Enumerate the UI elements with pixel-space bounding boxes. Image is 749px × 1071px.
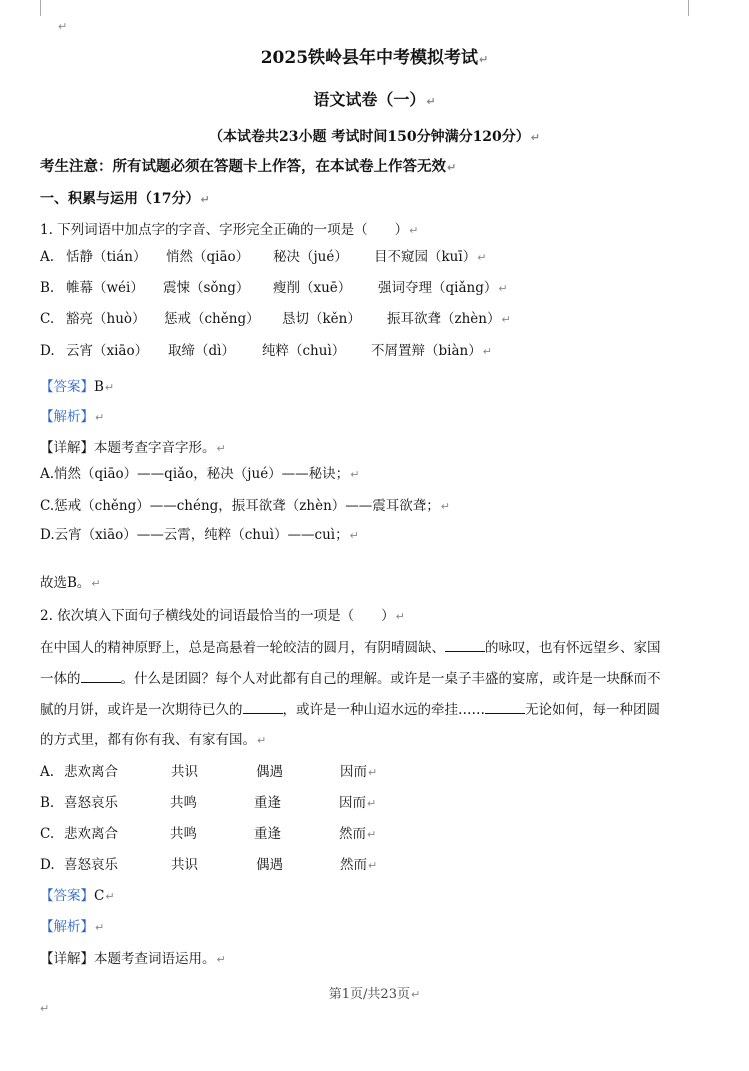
paragraph-mark: ↵: [58, 20, 68, 33]
q2-passage-line: 在中国人的精神原野上，总是高悬着一轮皎洁的圆月，有阴晴圆缺、 的咏叹，也有怀远望乡、家国: [40, 640, 661, 656]
exam-info: （本试卷共23小题 考试时间150分钟满分120分）↵: [208, 129, 541, 145]
q2-passage-line: 腻的月饼，或许是一次期待已久的 ，或许是一种山迢水远的牵挂…… 无论如何，每一种团圆: [40, 702, 660, 718]
q1-note-d: D.云宵（xiāo）——云霄，纯粹（chuì）——cuì；↵: [40, 527, 359, 543]
exam-notice: 考生注意：所有试题必须在答题卡上作答，在本试卷上作答无效↵: [40, 158, 457, 175]
corner-mark-top-left: [40, 0, 41, 16]
exam-subtitle: 语文试卷（一）↵: [313, 90, 436, 109]
fill-blank-4: [485, 700, 525, 714]
q1-option-b: B. 帷幕（wéi） 震悚（sǒng） 瘦削（xuē） 强词夺理（qiǎng）↵: [40, 280, 508, 296]
q2-option-b: B. 喜怒哀乐 共鸣 重逢 因而↵: [40, 795, 377, 811]
q1-detail: 【详解】本题考查字音字形。↵: [40, 440, 226, 456]
q2-analysis: 【解析】↵: [40, 919, 105, 935]
fill-blank-3: [243, 700, 283, 714]
exam-title: 2025铁岭县年中考模拟考试↵: [260, 48, 489, 68]
q1-answer: 【答案】B↵: [40, 379, 115, 395]
q2-passage-line: 一体的 。什么是团圆？每个人对此都有自己的理解。或许是一桌子丰盛的宴席，或许是一块酥而不: [40, 671, 661, 687]
q1-analysis: 【解析】↵: [40, 409, 105, 425]
q1-option-d: D. 云宵（xiāo） 取缔（dì） 纯粹（chuì） 不屑置辩（biàn）↵: [40, 343, 492, 359]
q2-option-c: C. 悲欢离合 共鸣 重逢 然而↵: [40, 826, 377, 842]
q1-stem: 1. 下列词语中加点字的字音、字形完全正确的一项是（ ）↵: [40, 222, 419, 238]
q1-option-a: A. 恬静（tián） 悄然（qiāo） 秘决（jué） 目不窥园（kuī）↵: [40, 249, 487, 265]
q2-passage-line: 的方式里，都有你有我、有家有国。↵: [40, 732, 267, 748]
q2-answer: 【答案】C↵: [40, 888, 115, 904]
q1-option-c: C. 豁亮（huò） 惩戒（chěng） 恳切（kěn） 振耳欲聋（zhèn）↵: [40, 311, 511, 327]
q2-option-d: D. 喜怒哀乐 共识 偶遇 然而↵: [40, 857, 378, 873]
corner-mark-top-right: [688, 0, 689, 16]
q2-stem: 2. 依次填入下面句子横线处的词语最恰当的一项是（ ）↵: [40, 608, 405, 624]
q1-note-a: A.悄然（qiāo）——qiǎo，秘决（jué）——秘诀；↵: [40, 466, 360, 482]
q1-conclusion: 故选B。↵: [40, 575, 101, 591]
paragraph-mark: ↵: [40, 1002, 50, 1015]
q2-option-a: A. 悲欢离合 共识 偶遇 因而↵: [40, 764, 378, 780]
section-heading: 一、积累与运用（17分）↵: [40, 191, 210, 207]
fill-blank-2: [81, 669, 121, 683]
fill-blank-1: [445, 638, 485, 652]
q1-note-c: C.惩戒（chěng）——chéng，振耳欲聋（zhèn）——震耳欲聋；↵: [40, 498, 451, 514]
q2-detail: 【详解】本题考查词语运用。↵: [40, 951, 226, 967]
page-footer: 第1页/共23页↵: [328, 987, 421, 1002]
